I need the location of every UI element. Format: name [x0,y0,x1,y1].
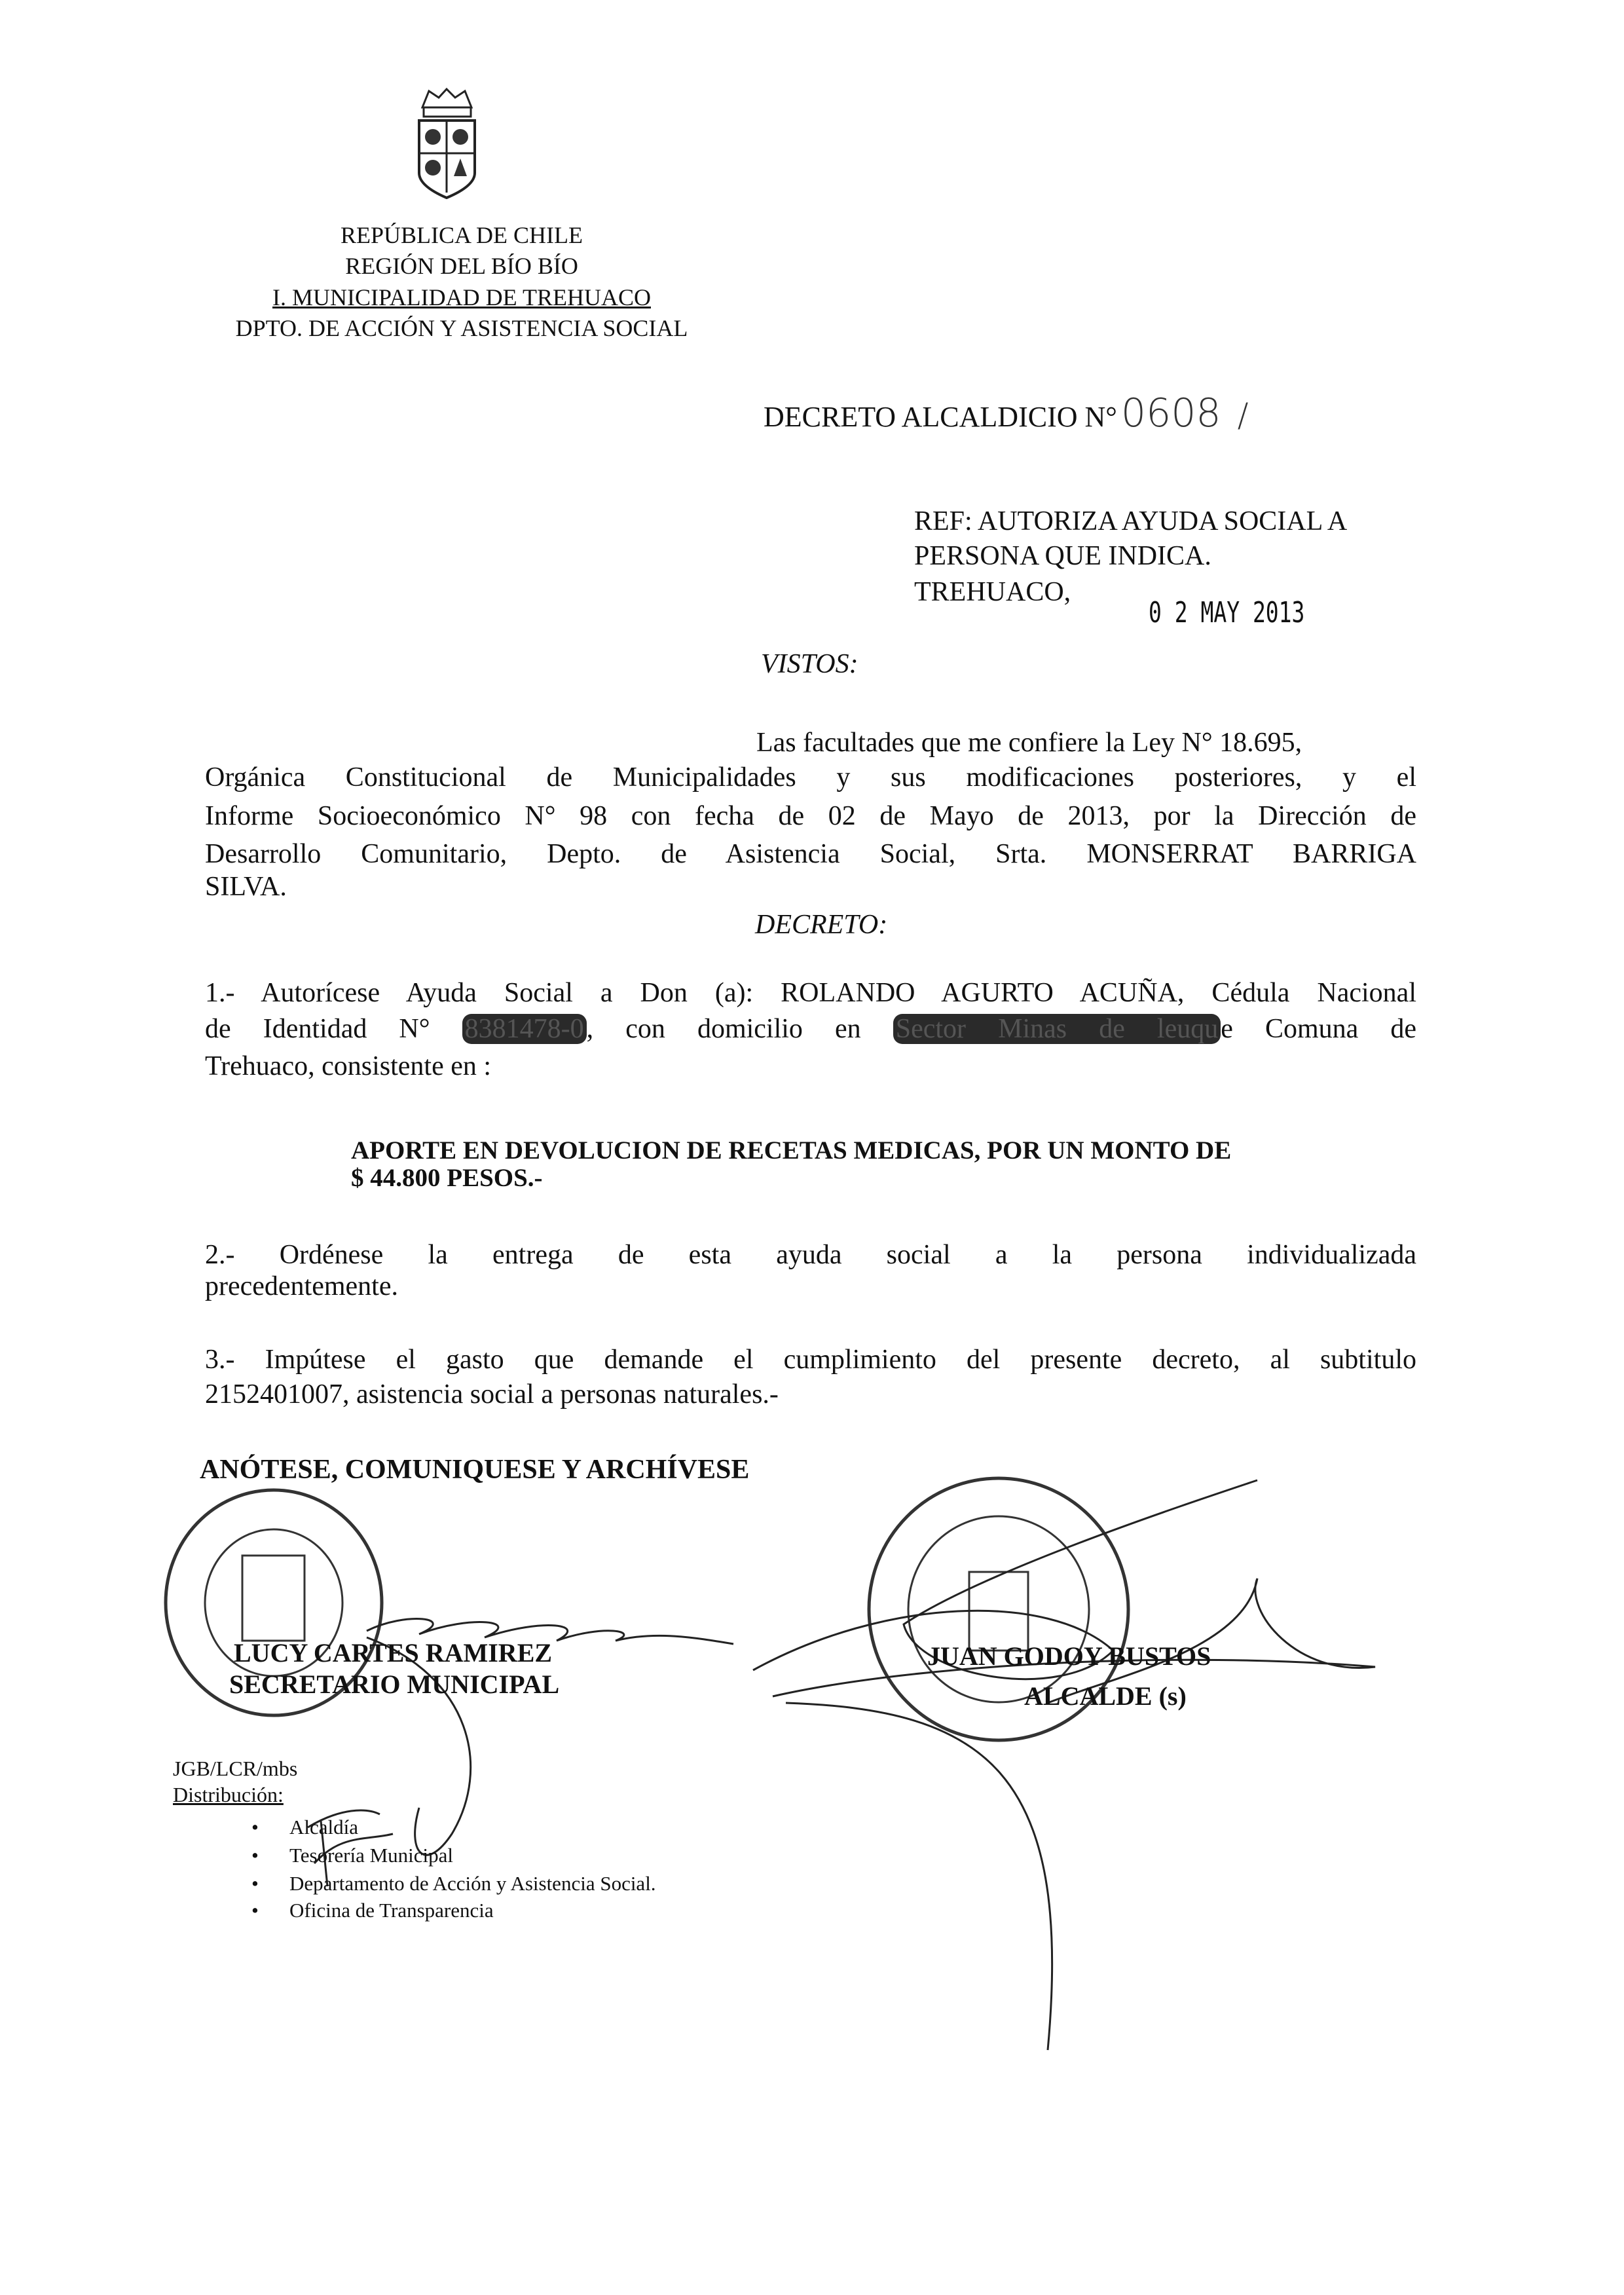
date-stamp: 0 2 MAY 2013 [1149,596,1305,629]
distribution-item-label: Departamento de Acción y Asistencia Social. [289,1872,656,1895]
vistos-line-5: SILVA. [205,872,287,902]
ref-line-2: PERSONA QUE INDICA. [914,541,1211,571]
vistos-heading: VISTOS: [761,649,858,679]
address-label: , con domicilio en [586,1014,861,1044]
item1-line-3: Trehuaco, consistente en : [205,1051,492,1081]
coat-of-arms-logo [409,88,485,199]
ref-line-1: REF: AUTORIZA AYUDA SOCIAL A [914,506,1348,536]
letterhead-region: REGIÓN DEL BÍO BÍO [345,253,578,279]
item3-line-2: 2152401007, asistencia social a personas naturales.- [205,1379,779,1409]
distribution-item-label: Oficina de Transparencia [289,1899,494,1922]
redacted-address: Sector Minas de leuqu [893,1014,1221,1044]
mayor-title: ALCALDE (s) [1024,1681,1187,1711]
vistos-line-4: Desarrollo Comunitario, Depto. de Asistencia Social, Srta. MONSERRAT BARRIGA [205,839,1416,869]
distribution-item-label: Tesorería Municipal [289,1844,454,1867]
distribution-item: • Oficina de Transparencia [251,1899,494,1922]
decree-title-label: DECRETO ALCALDICIO N° [764,401,1117,433]
secretary-title: SECRETARIO MUNICIPAL [229,1670,560,1699]
decreto-heading: DECRETO: [755,910,888,940]
closing-formula: ANÓTESE, COMUNIQUESE Y ARCHÍVESE [200,1455,750,1485]
letterhead-department: DPTO. DE ACCIÓN Y ASISTENCIA SOCIAL [235,315,688,341]
item1-line-2 [205,1013,1416,1045]
letterhead-country: REPÚBLICA DE CHILE [340,222,583,248]
letterhead-municipality: I. MUNICIPALIDAD DE TREHUACO [272,284,651,310]
ref-place: TREHUACO, [914,577,1071,607]
decree-number-handwritten: 0608 [1120,390,1221,436]
secretary-name: LUCY CARTES RAMIREZ [234,1638,553,1668]
distribution-item-label: Alcaldía [289,1816,359,1838]
decree-title [764,390,1248,436]
vistos-line-2: Orgánica Constitucional de Municipalidades y sus modificaciones posteriores, y el [205,762,1416,793]
aporte-line-1: APORTE EN DEVOLUCION DE RECETAS MEDICAS, POR UN MONTO DE [351,1136,1232,1165]
commune-label: e Comuna de [1221,1014,1417,1044]
distribution-item: • Departamento de Acción y Asistencia Social. [251,1872,656,1895]
aporte-line-2: $ 44.800 PESOS.- [351,1164,543,1192]
decree-slash: / [1237,396,1249,434]
mayor-name: JUAN GODOY BUSTOS [927,1641,1211,1671]
id-label: de Identidad N° [205,1014,430,1044]
vistos-line-3: Informe Socioeconómico N° 98 con fecha de 02 de Mayo de 2013, por la Dirección de [205,801,1416,831]
distribution-item: • Alcaldía [251,1816,359,1838]
item2-line-2: precedentemente. [205,1271,398,1301]
handwritten-signatures [308,1480,1375,2050]
redacted-id-number: 8381478-0 [462,1014,587,1044]
item3-line-1: 3.- Impútese el gasto que demande el cumplimiento del presente decreto, al subtitulo [205,1345,1416,1375]
distribution-item: • Tesorería Municipal [251,1844,454,1867]
distribution-heading: Distribución: [173,1783,284,1806]
vistos-line-1: Las facultades que me confiere la Ley N° 18.695, [756,728,1302,758]
initials: JGB/LCR/mbs [173,1757,298,1780]
item1-line-1: 1.- Autorícese Ayuda Social a Don (a): ROLANDO AGURTO ACUÑA, Cédula Nacional [205,978,1416,1008]
item2-line-1: 2.- Ordénese la entrega de esta ayuda social a la persona individualizada [205,1240,1416,1270]
